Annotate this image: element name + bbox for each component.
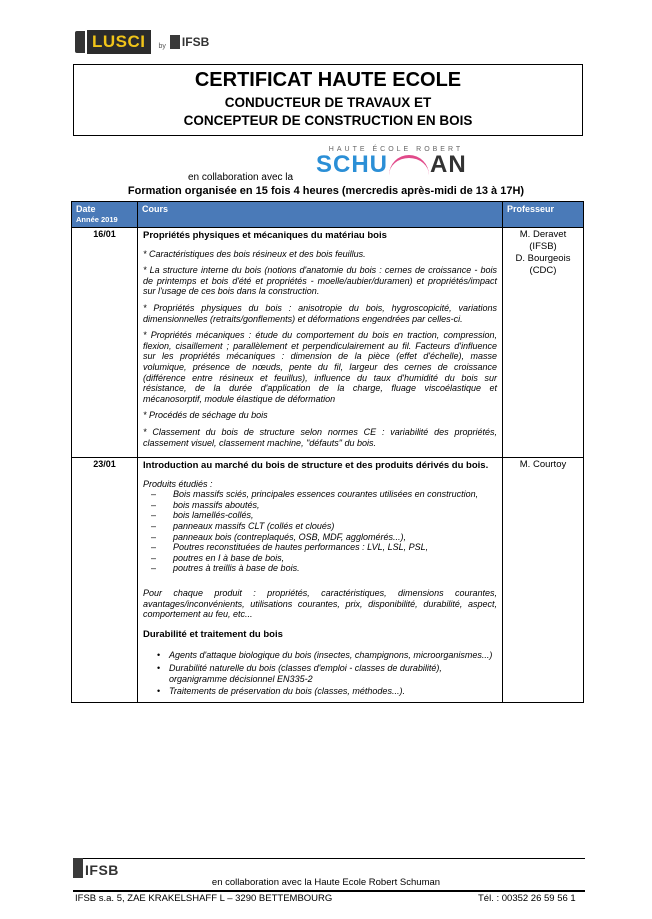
per-product-text: Pour chaque produit : propriétés, caractéristiques, dimensions courantes, avantages/inconvénients, utilisations courantes, prix, disponibilité, durabilité, aspect, comportement au feu, etc...: [143, 588, 497, 620]
course-item: * La structure interne du bois (notions d'anatomie du bois : cernes de croissance - bois de printemps et bois d'été et propriétés - moelle/aubier/duramen) et propriétés/impact sur l'usage de ces bois dans la construction.: [143, 265, 497, 297]
list-item: – Bois massifs sciés, principales essences courantes utilisées en construction,: [143, 489, 497, 500]
list-item: – poutres à treillis à base de bois.: [143, 563, 497, 574]
row-date: 23/01: [72, 458, 138, 703]
course-table: [71, 201, 584, 703]
ifsb-logo-mark: [170, 35, 180, 49]
lusci-logo: [75, 29, 209, 55]
table-header-row: [72, 202, 584, 228]
list-item: – bois massifs aboutés,: [143, 500, 497, 511]
ifsb-logo-top: [170, 35, 209, 49]
header-date: [72, 202, 138, 228]
header-year-label: Année 2019: [76, 215, 118, 224]
row-date: 16/01: [72, 228, 138, 458]
prof-name: M. Deravet: [519, 229, 567, 240]
list-item: – bois lamellés-collés,: [143, 510, 497, 521]
header-date-label: Date: [76, 204, 96, 214]
page-title: CERTIFICAT HAUTE ECOLE: [194, 69, 462, 91]
course-item: * Caractéristiques des bois résineux et des bois feuillus.: [143, 248, 366, 259]
table-row: [72, 228, 584, 458]
products-list: [143, 489, 497, 574]
hes-logo-right: AN: [430, 151, 467, 178]
lusci-logo-mark: [75, 31, 85, 53]
title-box: [73, 64, 583, 136]
course-item: * Classement du bois de structure selon normes CE : variabilité des propriétés, classement visuel, classement machine, "défauts" du bois.: [143, 426, 497, 448]
hes-logo-small-text: HAUTE ÉCOLE ROBERT: [328, 146, 464, 153]
ifsb-logo-footer: [73, 858, 119, 878]
list-item: – panneaux bois (contreplaqués, OSB, MDF, agglomérés...),: [143, 532, 497, 543]
formation-info: Formation organisée en 15 fois 4 heures (mercredis après-midi de 13 à 17H): [127, 185, 525, 197]
footer-divider-bottom: [73, 890, 585, 892]
durability-heading: Durabilité et traitement du bois: [143, 628, 283, 640]
course-heading: Introduction au marché du bois de structure et des produits dérivés du bois.: [143, 460, 489, 472]
row-professor: [503, 228, 584, 458]
header-professeur: Professeur: [503, 202, 584, 228]
list-item: • Agents d'attaque biologique du bois (insectes, champignons, microorganismes...): [143, 650, 497, 661]
prof-org: (CDC): [529, 265, 557, 276]
prof-name: D. Bourgeois: [515, 253, 571, 264]
page-subtitle-1: CONDUCTEUR DE TRAVAUX ET: [224, 95, 432, 110]
course-heading: Propriétés physiques et mécaniques du matériau bois: [143, 230, 387, 241]
row-course: [138, 228, 503, 458]
footer-address: IFSB s.a. 5, ZAE KRAKELSHAFF L – 3290 BETTEMBOURG: [75, 893, 333, 904]
durability-list: [143, 650, 497, 696]
prof-org: (IFSB): [529, 241, 557, 252]
hes-logo: [316, 146, 476, 177]
products-label: Produits étudiés :: [143, 478, 213, 489]
ifsb-footer-mark: [73, 858, 83, 878]
table-row: [72, 458, 584, 703]
footer-collab: en collaboration avec la Haute Ecole Robert Schuman: [211, 877, 441, 888]
lusci-logo-text: LUSCI: [87, 30, 151, 54]
course-item: * Procédés de séchage du bois: [143, 410, 268, 421]
list-item: – poutres en I à base de bois,: [143, 553, 497, 564]
course-item: * Propriétés mécaniques : étude du comportement du bois en traction, compression, flexion, cisaillement ; parallèlement et perpendiculairement au fil. Facteurs d'influence sur les propriétés mécaniques : dimension de la pièce (effet d'échelle), masse volumique, présence de nœuds, pente du fil, largeur des cernes de croissance (différence entre résineux et feuillus), influence du taux d'humidité du bois sur résistance, de la durée d'application de la charge, fluage viscoélastique et mécanosorptif, module élastique de déformation: [143, 330, 497, 404]
hes-logo-big: [316, 153, 476, 177]
row-course: [138, 458, 503, 703]
hes-logo-left: SCHU: [316, 151, 389, 178]
ifsb-logo-text: IFSB: [181, 35, 210, 49]
list-item: – panneaux massifs CLT (collés et cloués): [143, 521, 497, 532]
header-cours: Cours: [138, 202, 503, 228]
course-item: * Propriétés physiques du bois : anisotropie du bois, hygroscopicité, variations dimensionnelles (retraits/gonflements) et déformations engendrées par celles-ci.: [143, 302, 497, 324]
hes-logo-arc-icon: [389, 155, 429, 176]
page-subtitle-2: CONCEPTEUR DE CONSTRUCTION EN BOIS: [183, 113, 473, 128]
list-item: – Poutres reconstituées de hautes performances : LVL, LSL, PSL,: [143, 542, 497, 553]
row-professor: M. Courtoy: [503, 458, 584, 703]
footer-divider-top: [73, 858, 585, 859]
list-item: • Traitements de préservation du bois (classes, méthodes...).: [143, 686, 497, 697]
lusci-by-text: by: [158, 42, 166, 50]
ifsb-footer-text: IFSB: [85, 862, 119, 878]
collab-text: en collaboration avec la: [188, 172, 294, 183]
list-item: • Durabilité naturelle du bois (classes d'emploi - classes de durabilité), organigramme décisionnel EN335-2: [143, 663, 497, 684]
footer-phone: Tél. : 00352 26 59 56 1: [478, 893, 576, 904]
